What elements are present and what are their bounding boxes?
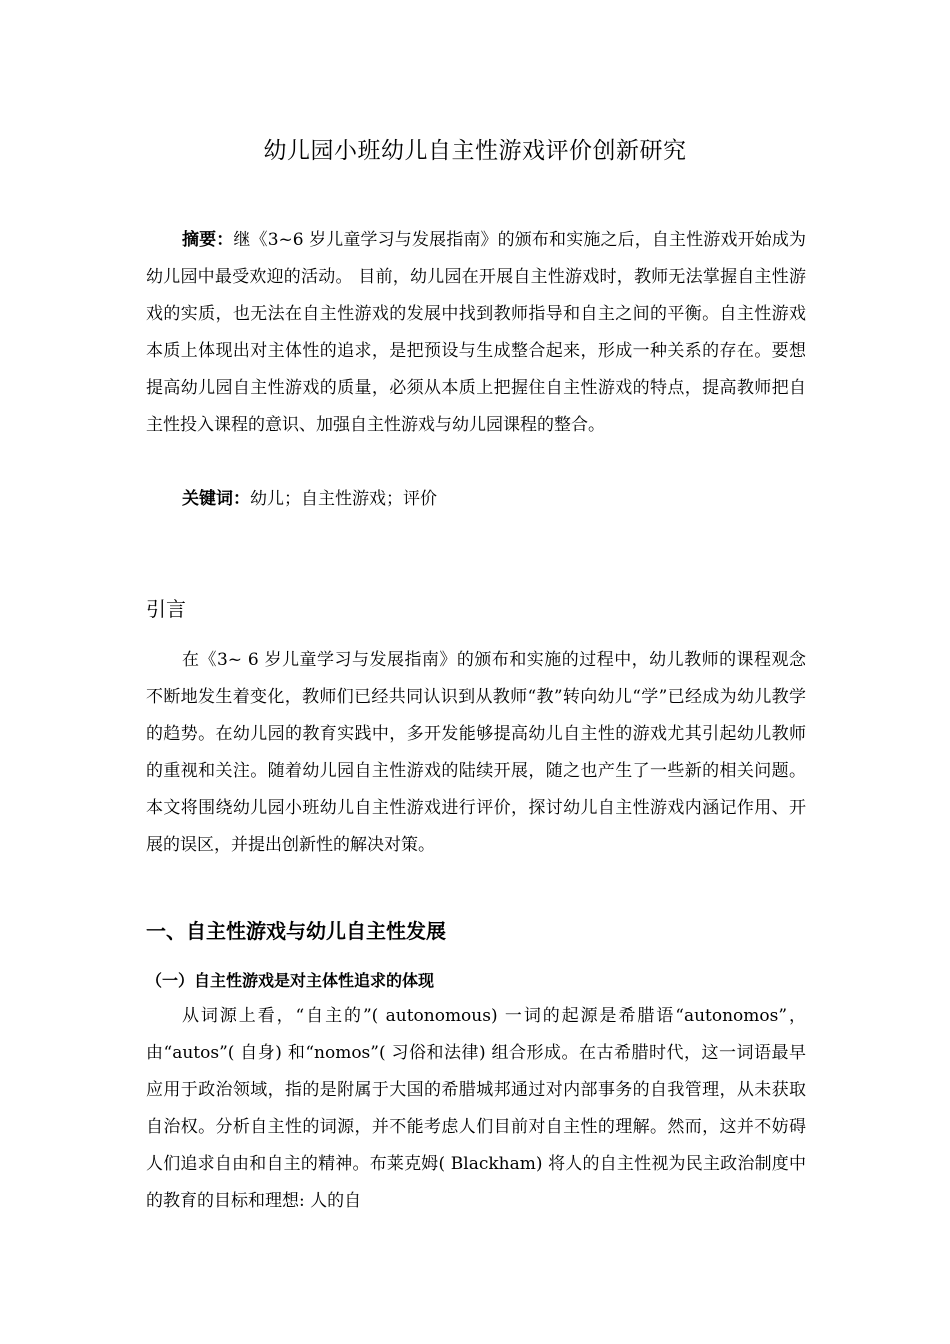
section1-heading: 一、自主性游戏与幼儿自主性发展 xyxy=(146,919,446,943)
paper-title: 幼儿园小班幼儿自主性游戏评价创新研究 xyxy=(263,138,687,164)
keywords-line xyxy=(182,482,802,516)
abstract-paragraph xyxy=(146,222,806,444)
keywords-text: 幼儿；自主性游戏；评价 xyxy=(250,489,437,509)
intro-text: 在《3~ 6 岁儿童学习与发展指南》的颁布和实施的过程中，幼儿教师的课程观念不断地发生着变化，教师们已经共同认识到从教师“教”转向幼儿“学”已经成为幼儿教学的趋势。在幼儿园的教育实践中，多开发能够提高幼儿自主性的游戏尤其引起幼儿教师的重视和关注。随着幼儿园自主性游戏的陆续开展，随之也产生了一些新的相关问题。本文将围绕幼儿园小班幼儿自主性游戏进行评价，探讨幼儿自主性游戏内涵记作用、开展的误区，并提出创新性的解决对策。 xyxy=(146,650,806,855)
section1-sub1-text: 从词源上看，“自主的”( autonomous) 一词的起源是希腊语“autonomos”，由“autos”( 自身) 和“nomos”( 习俗和法律) 组合形成。在古希腊时代，这一词语最早应用于政治领域，指的是附属于大国的希腊城邦通过对内部事务的自我管理，从未获取自治权。分析自主性的词源，并不能考虑人们目前对自主性的理解。然而，这并不妨碍人们追求自由和自主的精神。布莱克姆( Blackham) 将人的自主性视为民主政治制度中的教育的目标和理想: 人的自 xyxy=(146,1006,806,1211)
intro-paragraph xyxy=(146,642,806,864)
keywords-label: 关键词： xyxy=(182,489,250,509)
section1-sub1-paragraph xyxy=(146,998,806,1220)
abstract-text: 继《3~6 岁儿童学习与发展指南》的颁布和实施之后，自主性游戏开始成为幼儿园中最受欢迎的活动。 目前，幼儿园在开展自主性游戏时，教师无法掌握自主性游戏的实质，也无法在自主性游戏的发展中找到教师指导和自主之间的平衡。自主性游戏本质上体现出对主体性的追求，是把预设与生成整合起来，形成一种关系的存在。要想提高幼儿园自主性游戏的质量，必须从本质上把握住自主性游戏的特点，提高教师把自主性投入课程的意识、加强自主性游戏与幼儿园课程的整合。 xyxy=(146,230,807,435)
abstract-label: 摘要： xyxy=(182,230,234,250)
section1-sub1-heading: （一）自主性游戏是对主体性追求的体现 xyxy=(146,971,435,990)
intro-heading: 引言 xyxy=(146,597,186,621)
